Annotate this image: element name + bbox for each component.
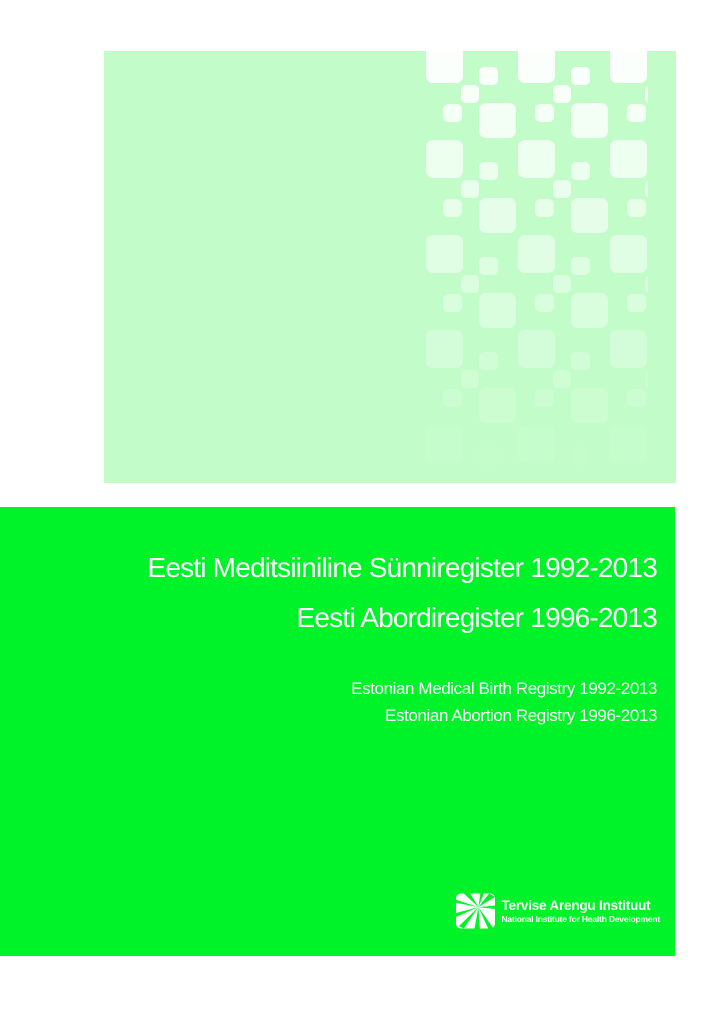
cover-top-panel — [104, 51, 676, 483]
mosaic-square — [518, 425, 555, 463]
mosaic-square — [479, 352, 498, 370]
mosaic-square — [610, 425, 647, 463]
mosaic-square — [443, 294, 462, 312]
mosaic-square — [518, 51, 555, 83]
mosaic-square — [553, 370, 571, 388]
mosaic-square — [553, 275, 571, 293]
org-name-english: National Institute for Health Development — [501, 914, 660, 924]
title-en-line1: Estonian Medical Birth Registry 1992-2013 — [351, 679, 657, 698]
mosaic-square — [553, 180, 571, 198]
mosaic-square — [426, 235, 463, 273]
title-block-english — [40, 675, 657, 729]
mosaic-square — [571, 447, 590, 465]
mosaic-square — [461, 180, 479, 198]
mosaic-square — [479, 388, 516, 423]
mosaic-square — [571, 67, 590, 85]
mosaic-square — [645, 275, 648, 293]
mosaic-square — [627, 199, 646, 217]
mosaic-square — [461, 275, 479, 293]
mosaic-square — [627, 104, 646, 122]
mosaic-square — [443, 199, 462, 217]
mosaic-square — [571, 352, 590, 370]
tai-logo-text — [501, 897, 660, 925]
mosaic-square — [571, 293, 608, 328]
mosaic-square — [518, 330, 555, 368]
mosaic-square — [535, 389, 554, 407]
mosaic-square — [426, 330, 463, 368]
mosaic-square — [426, 51, 463, 83]
mosaic-square — [571, 198, 608, 233]
mosaic-square — [426, 425, 463, 463]
mosaic-square — [571, 103, 608, 138]
mosaic-square — [645, 180, 648, 198]
tai-logo — [456, 893, 660, 929]
mosaic-square — [518, 140, 555, 178]
mosaic-square — [479, 198, 516, 233]
mosaic-square — [571, 162, 590, 180]
mosaic-square — [610, 235, 647, 273]
mosaic-square — [610, 330, 647, 368]
title-et-line1: Eesti Meditsiiniline Sünniregister 1992-2013 — [147, 552, 657, 583]
mosaic-square — [479, 162, 498, 180]
mosaic-square — [627, 389, 646, 407]
title-en-line2: Estonian Abortion Registry 1996-2013 — [385, 706, 657, 725]
tai-logo-icon — [456, 893, 495, 929]
cover-title-panel — [0, 507, 675, 956]
mosaic-square — [518, 235, 555, 273]
mosaic-square — [479, 293, 516, 328]
mosaic-square — [645, 85, 648, 103]
mosaic-square — [535, 104, 554, 122]
mosaic-square — [443, 104, 462, 122]
mosaic-square — [479, 67, 498, 85]
mosaic-square — [645, 370, 648, 388]
title-block-estonian — [40, 543, 657, 643]
mosaic-square — [535, 294, 554, 312]
title-et-line2: Eesti Abordiregister 1996-2013 — [296, 602, 657, 633]
mosaic-square — [610, 140, 647, 178]
mosaic-square — [443, 389, 462, 407]
mosaic-pattern — [426, 51, 648, 483]
mosaic-square — [553, 85, 571, 103]
mosaic-square — [610, 51, 647, 83]
mosaic-square — [461, 85, 479, 103]
mosaic-square — [479, 103, 516, 138]
mosaic-square — [426, 140, 463, 178]
mosaic-square — [535, 199, 554, 217]
mosaic-square — [627, 294, 646, 312]
org-name-estonian: Tervise Arengu Instituut — [501, 898, 651, 913]
mosaic-square — [479, 257, 498, 275]
mosaic-square — [479, 447, 498, 465]
mosaic-square — [571, 257, 590, 275]
mosaic-square — [571, 388, 608, 423]
mosaic-square — [461, 370, 479, 388]
